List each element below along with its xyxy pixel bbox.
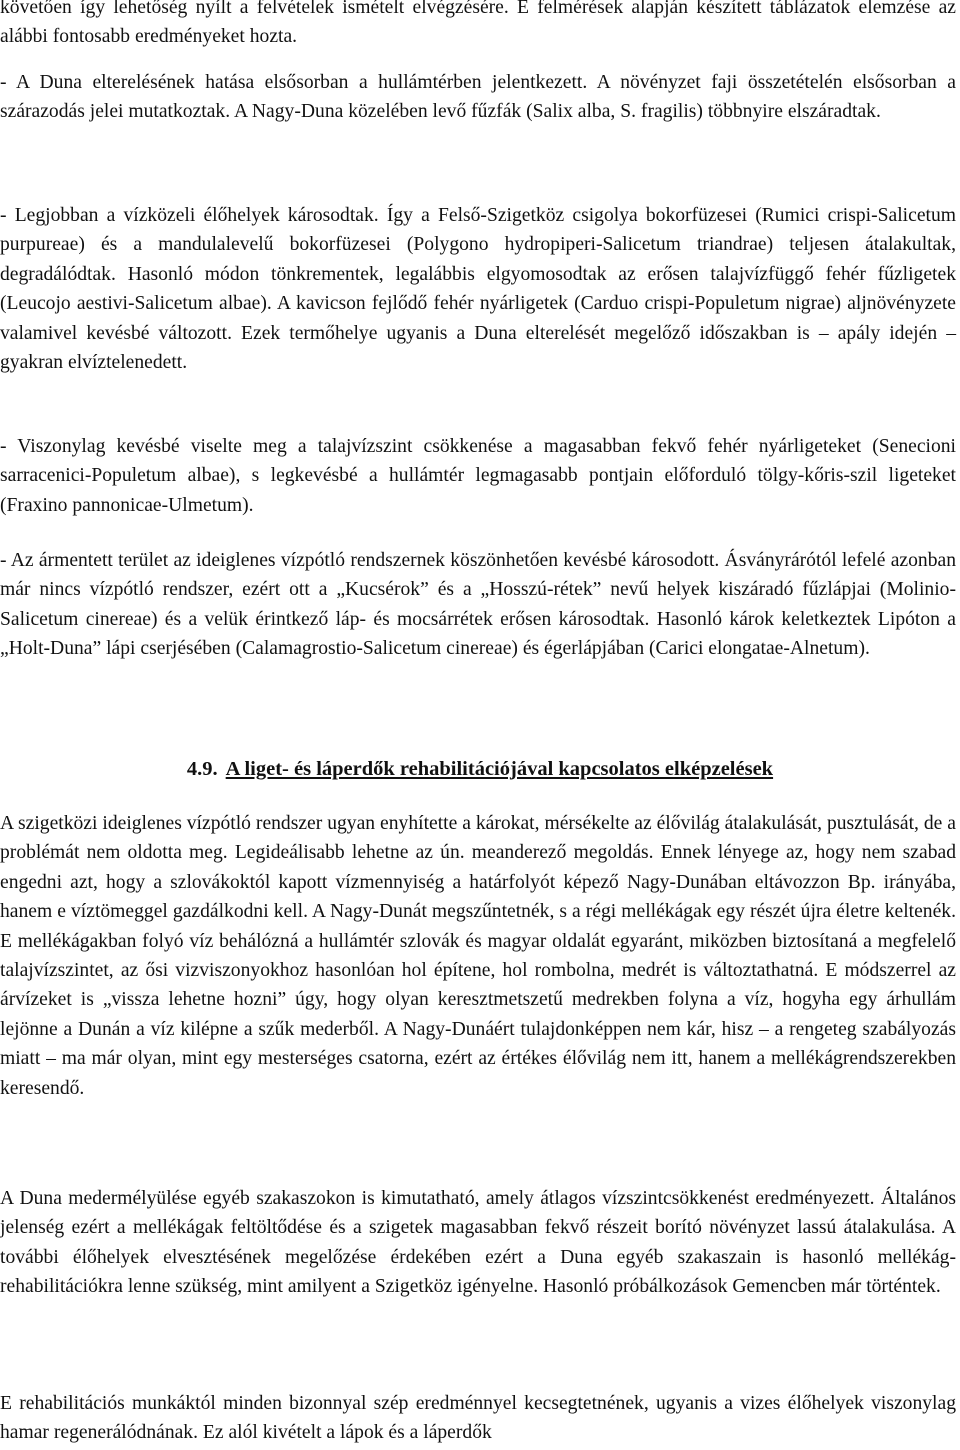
paragraph-riverbed-deepening: A Duna medermélyülése egyéb szakaszokon is kimutatható, amely átlagos vízszintcsökkenést eredményezett. Általános jelenség ezért a mellékágak feltöltődése és a szigetek magasabban fekvő részeit borító növényzet lassú átalakulása. A további élőhelyek elvesztésének megelőzése érdekében ezért a Duna egyéb szakaszain is hasonló mellékág-rehabilitációkra lenne szükség, mint amilyent a Szigetköz igényelne. Hasonló próbálkozások Gemencben már történtek. <box>0 1188 956 1298</box>
paragraph-flood-protected-area: - Az ármentett terület az ideiglenes vízpótló rendszernek köszönhetően kevésbé károsodott. Ásványrárótól lefelé azonban már nincs vízpótló rendszer, ezért ott a „Kucsérok” és a „Hosszú-rétek” nevű helyek kiszáradó fűzlápjai (Molinio-Salicetum cinereae) és a velük érintkező láp- és mocsárrétek erősen károsodtak. Hasonló károk keletkeztek Lipóton a „Holt-Duna” lápi cserjésében (Calamagrostio-Salicetum cinereae) és égerlápjában (Carici elongatae-Alnetum). <box>0 550 956 660</box>
paragraph-duna-diversion: - A Duna elterelésének hatása elsősorban a hullámtérben jelentkezett. A növényzet faji összetételén elsősorban a szárazodás jelei mutatkoztak. A Nagy-Duna közelében levő fűzfák (Salix alba, S. fragilis) többnyire elszáradtak. <box>0 72 956 123</box>
paragraph-intro: követően így lehetőség nyílt a felvételek ismételt elvégzésére. E felmérések alapján készített táblázatok elemzése az alábbi fontosabb eredményeket hozta. <box>0 0 956 48</box>
paragraph-rehabilitation-results: E rehabilitációs munkáktól minden bizonnyal szép eredménnyel kecsegtetnének, ugyanis a vizes élőhelyek viszonylag hamar regenerálódnának. Ez alól kivételt a lápok és a láperdők <box>0 1393 956 1444</box>
section-title: A liget- és láperdők rehabilitációjával kapcsolatos elképzelések <box>225 758 774 780</box>
paragraph-groundwater-decline: - Viszonylag kevésbé viselte meg a talajvízszint csökkenése a magasabban fekvő fehér nyárligeteket (Senecioni sarracenici-Populetum albae), s legkevésbé a hullámtér legmagasabb pontjain előforduló tölgy-kőris-szil ligeteket (Fraxino pannonicae-Ulmetum). <box>0 436 956 516</box>
paragraph-rehabilitation-plan: A szigetközi ideiglenes vízpótló rendszer ugyan enyhítette a károkat, mérsékelte az élővilág átalakulását, pusztulását, de a problémát nem oldotta meg. Legideálisabb lehetne az ún. meanderező megoldás. Ennek lényege az, hogy nem szabad engedni azt, hogy a szlovákoktól kapott vízmennyiség a határfolyót képező Nagy-Dunában eltávozzon Bp. irányába, hanem e víztömeggel gazdálkodni kell. A Nagy-Dunát megszűntetnék, s a régi mellékágak egy részét újra életre keltenék. E mellékágakban folyó víz behálózná a hullámtér szlovák és magyar oldalát egyaránt, miközben biztosítaná a megfelelő talajvízszintet, az ősi vizviszonyokhoz hasonlóan hol építene, hol rombolna, medrét is változtathatná. E módszerrel az árvízeket is „vissza lehetne hozni” úgy, hogy olyan keresztmetszetű medrekben folyna a víz, hogyha egy árhullám lejönne a Dunán a víz kilépne a szűk mederből. A Nagy-Dunáért tulajdonképpen nem kár, hisz – a rengeteg szabályozás miatt – ma már olyan, mint egy mesterséges csatorna, ezért az értékes élővilág nem itt, hanem a mellékágrendszerekben keresendő. <box>0 813 956 1099</box>
section-number: 4.9. <box>186 758 218 780</box>
section-heading <box>0 755 960 784</box>
paragraph-waterside-habitats: - Legjobban a vízközeli élőhelyek károsodtak. Így a Felső-Szigetköz csigolya bokorfüzesei (Rumici crispi-Salicetum purpureae) és a mandulalevelű bokorfüzesei (Polygono hydropiperi-Salicetum triandrae) teljesen átalakultak, degradálódtak. Hasonló módon tönkrementek, legalábbis elgyomosodtak az erősen talajvízfüggő fehér fűzligetek (Leucojo aestivi-Salicetum albae). A kavicson fejlődő fehér nyárligetek (Carduo crispi-Populetum nigrae) aljnövényzete valamivel kevésbé változott. Ezek termőhelye ugyanis a Duna elterelését megelőző időszakban is – apály idején – gyakran elvíztelenedett. <box>0 205 956 374</box>
